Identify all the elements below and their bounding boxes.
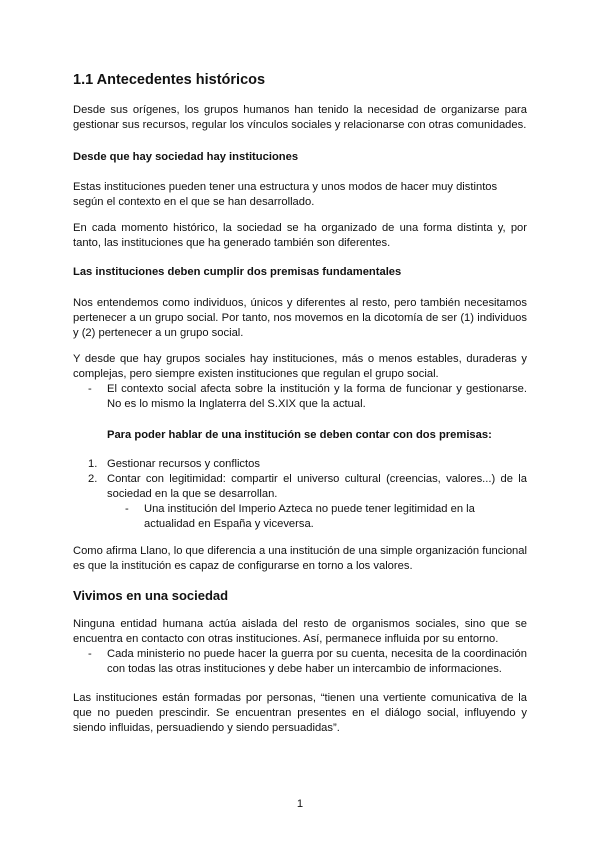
bullet-marker: - xyxy=(88,383,92,395)
numbered-text: Contar con legitimidad: compartir el universo cultural (creencias, valores...) de la sociedad en la que se desarrollan. xyxy=(107,473,527,500)
bullet-marker: - xyxy=(88,648,92,660)
paragraph-entidad-humana: Ninguna entidad humana actúa aislada del resto de organismos sociales, sino que se encuentra en contacto con otras instituciones. Así, permanece influida por su entorno. xyxy=(73,618,527,645)
numbered-text: Gestionar recursos y conflictos xyxy=(107,458,260,470)
subheading-sociedad-instituciones: Desde que hay sociedad hay instituciones xyxy=(73,151,299,163)
number-marker: 2. xyxy=(88,473,98,485)
paragraph-llano: Como afirma Llano, lo que diferencia a una institución de una simple organización funcional es que la institución es capaz de configurarse en torno a los valores. xyxy=(73,545,527,572)
numbered-item-2 xyxy=(88,472,527,502)
numbered-item-1 xyxy=(88,457,527,472)
bullet-text: Cada ministerio no puede hacer la guerra por su cuenta, necesita de la coordinación con todas las otras instituciones y debe haber un intercambio de informaciones. xyxy=(107,648,527,675)
subheading-poder-hablar: Para poder hablar de una institución se deben contar con dos premisas: xyxy=(107,429,492,441)
bullet-item-ministerio xyxy=(88,647,527,677)
page-number: 1 xyxy=(296,798,304,810)
section-heading-antecedentes: 1.1 Antecedentes históricos xyxy=(73,72,266,88)
sub-bullet-item-azteca xyxy=(125,502,527,532)
subheading-dos-premisas: Las instituciones deben cumplir dos premisas fundamentales xyxy=(73,266,402,278)
bullet-text: El contexto social afecta sobre la institución y la forma de funcionar y gestionarse. No es lo mismo la Inglaterra del S.XIX que la actual. xyxy=(107,383,527,410)
paragraph-personas: Las instituciones están formadas por personas, “tienen una vertiente comunicativa de la que no pueden prescindir. Se encuentran presentes en el diálogo social, influyendo y siendo influidas, persuadiendo y siendo persuadidas”. xyxy=(73,692,527,734)
paragraph-grupos-sociales: Y desde que hay grupos sociales hay instituciones, más o menos estables, duraderas y complejas, pero siempre existen instituciones que regulan el grupo social. xyxy=(73,353,527,380)
paragraph-momento-historico: En cada momento histórico, la sociedad se ha organizado de una forma distinta y, por tanto, las instituciones que ha generado también son diferentes. xyxy=(73,222,527,249)
bullet-item-contexto xyxy=(88,382,527,412)
section-heading-sociedad: Vivimos en una sociedad xyxy=(73,588,229,603)
paragraph-estructura: Estas instituciones pueden tener una estructura y unos modos de hacer muy distintos según el contexto en el que se han desarrollado. xyxy=(73,181,498,208)
number-marker: 1. xyxy=(88,458,98,470)
paragraph-origenes: Desde sus orígenes, los grupos humanos han tenido la necesidad de organizarse para gestionar sus recursos, regular los vínculos sociales y relacionarse con otras comunidades. xyxy=(73,104,527,131)
paragraph-individuos: Nos entendemos como individuos, únicos y diferentes al resto, pero también necesitamos pertenecer a un grupo social. Por tanto, nos movemos en la dicotomía de ser (1) individuos y (2) pertenecer a un grupo social. xyxy=(73,297,527,339)
bullet-marker: - xyxy=(125,503,129,515)
bullet-text: Una institución del Imperio Azteca no puede tener legitimidad en la actualidad en España y viceversa. xyxy=(144,503,475,530)
